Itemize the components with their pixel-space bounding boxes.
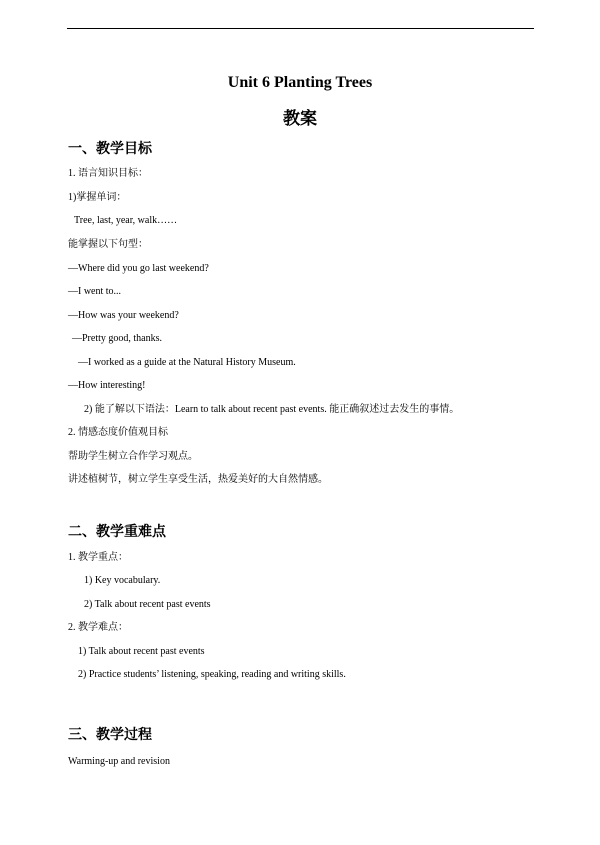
section-heading-process: 三、教学过程 — [68, 728, 152, 743]
document-title: Unit 6 Planting Trees — [227, 74, 373, 91]
text-line: —Pretty good, thanks. — [72, 333, 162, 344]
text-line: —I worked as a guide at the Natural History Museum. — [78, 357, 296, 368]
text-line: 1) Key vocabulary. — [84, 575, 161, 586]
text-line: 1. 语言知识目标： — [68, 168, 148, 179]
text-line: —How interesting! — [68, 380, 146, 391]
text-line: 2) Talk about recent past events — [84, 599, 211, 610]
text-line: 帮助学生树立合作学习观点。 — [68, 451, 198, 462]
text-line: —How was your weekend? — [68, 310, 179, 321]
text-line: 讲述植树节，树立学生享受生活，热爱美好的大自然情感。 — [68, 474, 328, 485]
text-line: 1) Talk about recent past events — [78, 646, 205, 657]
text-line: —Where did you go last weekend? — [68, 263, 209, 274]
section-heading-objectives: 一、教学目标 — [68, 142, 152, 157]
text-line: 2) Practice students’ listening, speaking, reading and writing skills. — [78, 669, 346, 680]
text-line: 1. 教学重点： — [68, 552, 128, 563]
text-line: Tree, last, year, walk…… — [74, 215, 178, 226]
header-rule — [67, 28, 534, 29]
text-line: 能掌握以下句型： — [68, 239, 148, 250]
text-line: Warming-up and revision — [68, 756, 170, 767]
text-line: —I went to... — [68, 286, 122, 297]
text-line: 2) 能了解以下语法：Learn to talk about recent past events. 能正确叙述过去发生的事情。 — [84, 404, 460, 415]
text-line: 2. 教学难点： — [68, 622, 128, 633]
document-subtitle: 教案 — [283, 109, 317, 128]
text-line: 1)掌握单词： — [68, 192, 127, 203]
section-heading-key-points: 二、教学重难点 — [68, 525, 166, 540]
text-line: 2. 情感态度价值观目标 — [68, 427, 168, 438]
